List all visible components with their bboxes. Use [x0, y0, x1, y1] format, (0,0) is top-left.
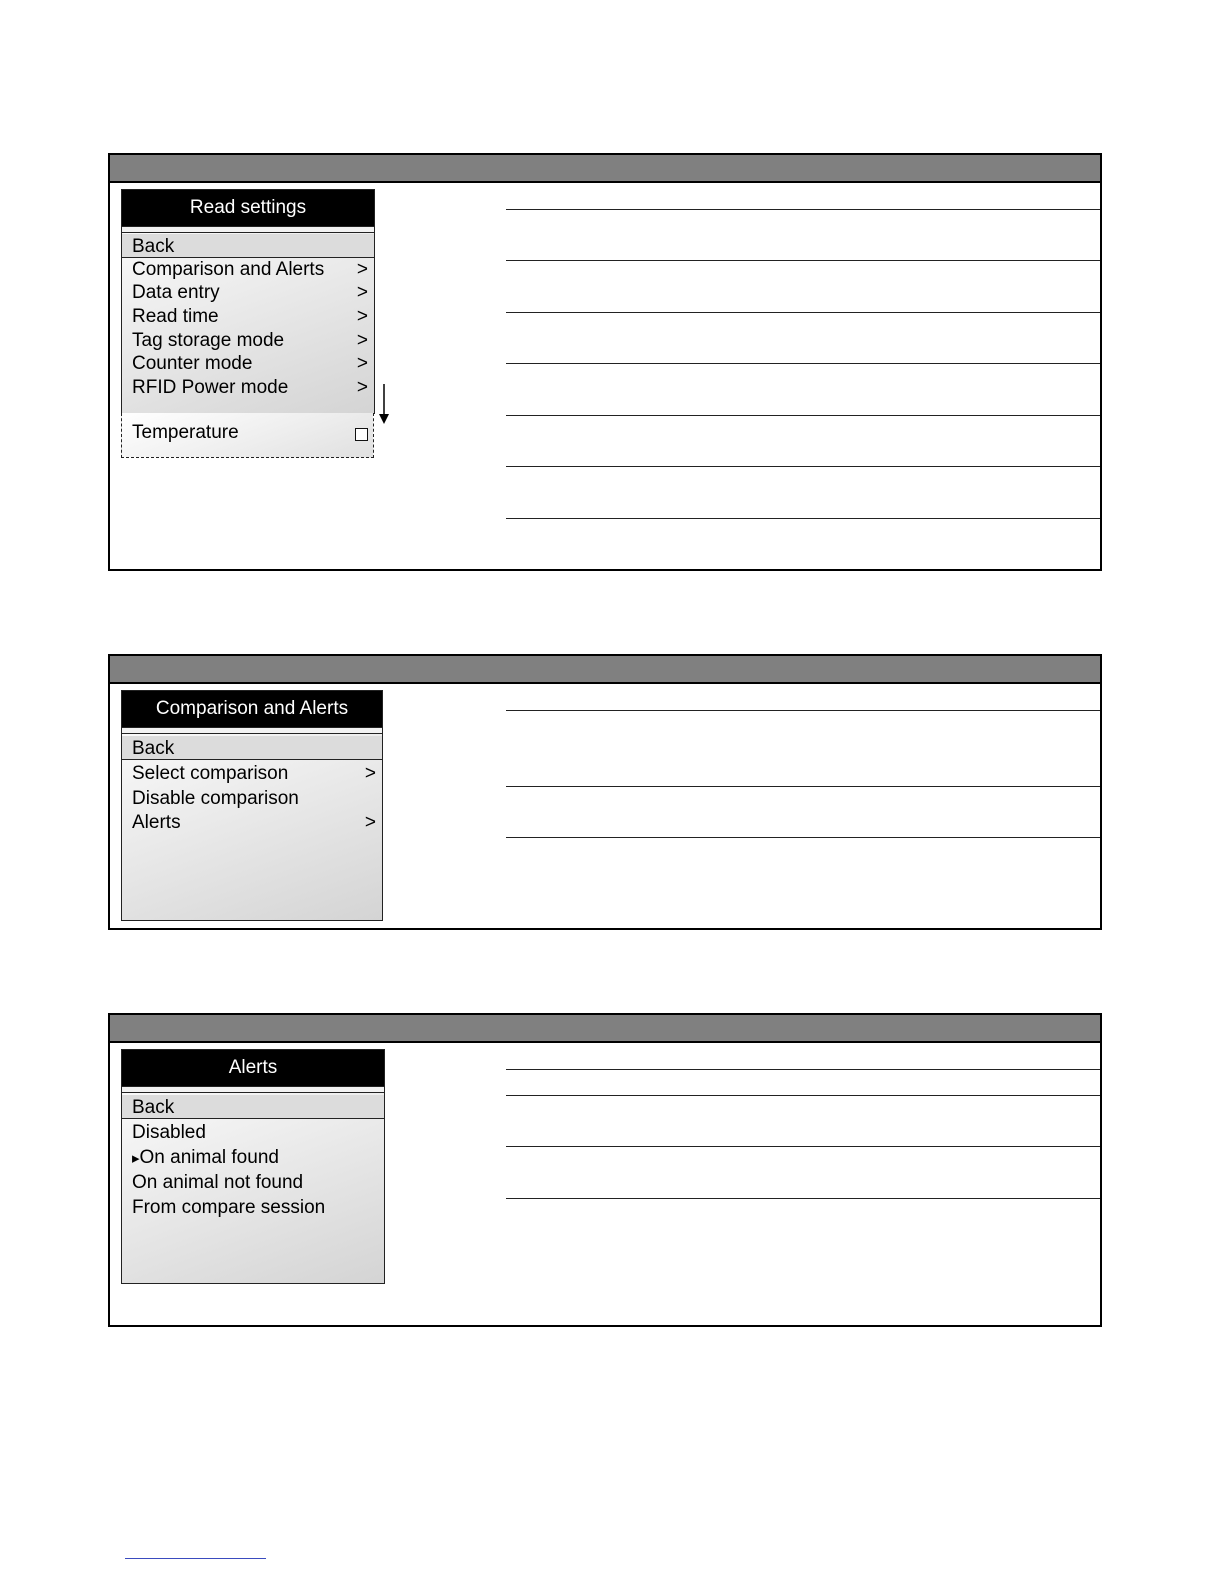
chevron-right-icon: > — [356, 306, 368, 327]
description-line — [506, 1198, 1100, 1199]
menu-item-alerts[interactable] — [132, 811, 376, 835]
back-menu-item[interactable]: Back — [122, 234, 374, 258]
scroll-down-arrow-icon — [377, 384, 391, 426]
menu-item-label: Disabled — [132, 1122, 206, 1143]
menu-item-label: Alerts — [132, 812, 181, 833]
menu-item-label: On animal not found — [132, 1172, 304, 1193]
description-line — [506, 260, 1100, 261]
description-line — [506, 518, 1100, 519]
menu-item-label: Read time — [132, 306, 219, 327]
menu-item-temperature[interactable] — [132, 421, 367, 445]
menu-item-label: Disable comparison — [132, 788, 299, 809]
menu-item-on-animal-not-found[interactable] — [132, 1171, 378, 1195]
description-line — [506, 837, 1100, 838]
chevron-right-icon: > — [364, 763, 376, 784]
menu-item-counter-mode[interactable] — [132, 352, 368, 376]
menu-item-label: Temperature — [132, 422, 239, 443]
description-line — [506, 312, 1100, 313]
menu-item-label: RFID Power mode — [132, 377, 289, 398]
menu-item-select-comparison[interactable] — [132, 762, 376, 786]
scroll-overflow-area — [121, 413, 374, 458]
description-line — [506, 1146, 1100, 1147]
description-line — [506, 415, 1100, 416]
menu-item-label: Select comparison — [132, 763, 289, 784]
description-line — [506, 710, 1100, 711]
title-separator — [122, 226, 374, 233]
screen-title: Read settings — [122, 190, 374, 226]
menu-item-rfid-power-mode[interactable] — [132, 376, 368, 400]
title-separator — [122, 727, 382, 734]
menu-item-comparison-and-alerts[interactable] — [132, 258, 368, 282]
description-line — [506, 209, 1100, 210]
menu-item-label: Tag storage mode — [132, 330, 285, 351]
menu-item-from-compare-session[interactable] — [132, 1196, 378, 1220]
menu-item-read-time[interactable] — [132, 305, 368, 329]
description-line — [506, 466, 1100, 467]
menu-item-label: Comparison and Alerts — [132, 259, 325, 280]
menu-item-label: Data entry — [132, 282, 220, 303]
back-menu-item[interactable]: Back — [122, 736, 382, 760]
description-line — [506, 363, 1100, 364]
temperature-checkbox[interactable] — [355, 428, 368, 441]
screen-title: Alerts — [122, 1050, 384, 1086]
back-menu-item[interactable]: Back — [122, 1095, 384, 1119]
selection-marker-icon: ▸ — [132, 1150, 140, 1167]
panel-header-bar — [110, 656, 1100, 684]
chevron-right-icon: > — [356, 353, 368, 374]
menu-item-on-animal-found[interactable] — [132, 1146, 378, 1170]
menu-item-label: From compare session — [132, 1197, 326, 1218]
screen-title: Comparison and Alerts — [122, 691, 382, 727]
alerts-screen — [121, 1049, 385, 1284]
menu-item-disable-comparison[interactable] — [132, 787, 376, 811]
menu-item-data-entry[interactable] — [132, 281, 368, 305]
comparison-alerts-screen — [121, 690, 383, 921]
chevron-right-icon: > — [356, 259, 368, 280]
menu-item-label: Counter mode — [132, 353, 253, 374]
title-separator — [122, 1086, 384, 1093]
chevron-right-icon: > — [356, 282, 368, 303]
description-line — [506, 1069, 1100, 1070]
panel-header-bar — [110, 155, 1100, 183]
menu-item-tag-storage-mode[interactable] — [132, 329, 368, 353]
chevron-right-icon: > — [364, 812, 376, 833]
chevron-right-icon: > — [356, 330, 368, 351]
description-line — [506, 1095, 1100, 1096]
read-settings-screen — [121, 189, 375, 414]
footnote-separator — [125, 1558, 266, 1559]
menu-item-disabled[interactable] — [132, 1121, 378, 1145]
menu-item-label: On animal found — [139, 1147, 279, 1168]
chevron-right-icon: > — [356, 377, 368, 398]
panel-header-bar — [110, 1015, 1100, 1043]
description-line — [506, 786, 1100, 787]
